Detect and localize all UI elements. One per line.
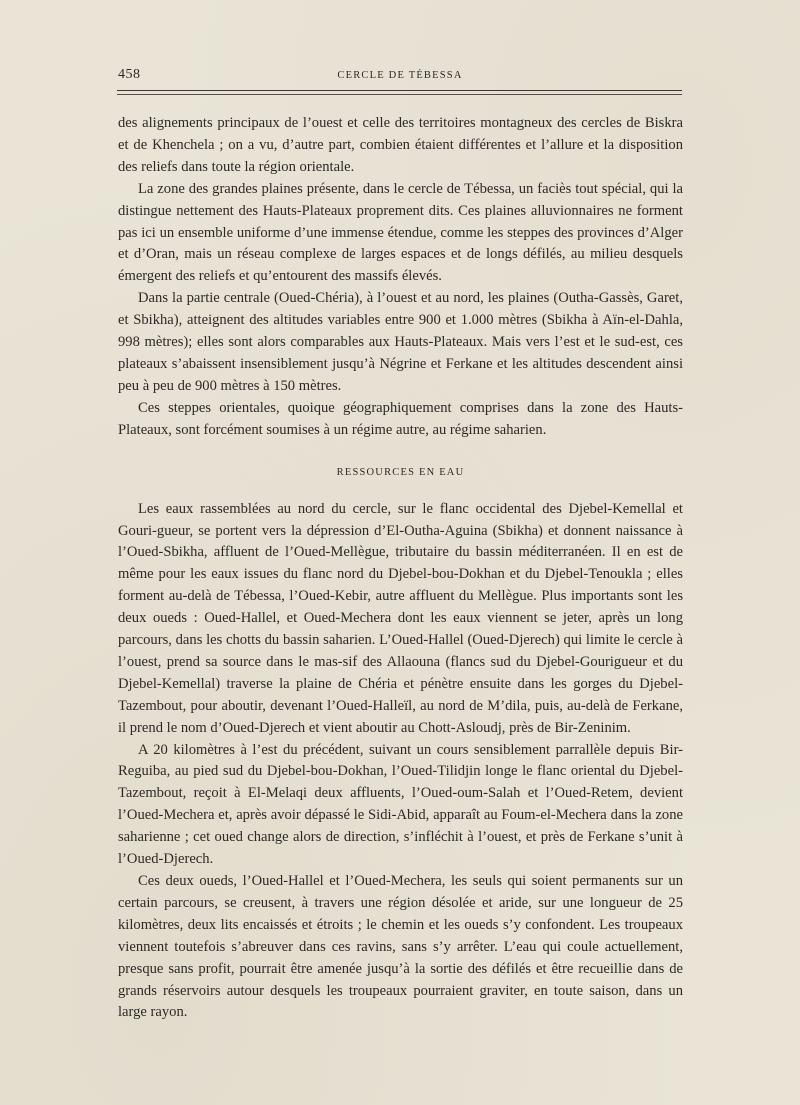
running-header-title: CERCLE DE TÉBESSA: [337, 70, 463, 81]
paragraph: La zone des grandes plaines présente, dans le cercle de Tébessa, un faciès tout spécial, qui la distingue nettement des Hauts-Plateaux proprement dits. Ces plaines alluvionnaires ne forment pas ici un ensemble uniforme d’une immense étendue, comme les steppes des provinces d’Alger et d’Oran, mais un réseau complexe de larges espaces et de longs défilés, au milieu desquels émergent des reliefs et qu’entourent des massifs élevés.: [118, 180, 683, 285]
paragraph: Dans la partie centrale (Oued-Chéria), à l’ouest et au nord, les plaines (Outha-Gassès, Garet, et Sbikha), atteignent des altitudes variables entre 900 et 1.000 mètres (Sbikha à Aïn-el-Dahla, 998 mètres); elles sont alors comparables aux Hauts-Plateaux. Mais vers l’est et le sud-est, ces plateaux s’abaissent insensiblement jusqu’à Négrine et Ferkane et les altitudes descendent ainsi peu à peu de 900 mètres à 150 mètres.: [118, 290, 683, 394]
paragraph: des alignements principaux de l’ouest et celle des territoires montagneux des cercles de Biskra et de Khenchela ; on a vu, d’autre part, combien étaient différentes et l’allure et la disposition des reliefs dans toute la région orientale.: [118, 115, 683, 175]
page-number: 458: [118, 67, 141, 82]
header-rule-thick: [117, 90, 682, 91]
body-text: [118, 113, 683, 1024]
section-heading: RESSOURCES EN EAU: [336, 466, 465, 478]
paragraph: A 20 kilomètres à l’est du précédent, suivant un cours sensiblement parrallèle depuis Bir-Reguiba, au pied sud du Djebel-bou-Dokhan, l’Oued-Tilidjin longe le flanc oriental du Djebel-Tazembout, reçoit à El-Melaqi deux affluents, l’Oued-oum-Salah et l’Oued-Retem, devient l’Oued-Mechera et, après avoir dépassé le Sidi-Abid, apparaît au Foum-el-Mechera dans la zone saharienne ; cet oued change alors de direction, s’infléchit à l’ouest, et près de Ferkane s’unit à l’Oued-Djerech.: [118, 741, 683, 868]
paragraph: Les eaux rassemblées au nord du cercle, sur le flanc occidental des Djebel-Kemellal et Gouri-gueur, se portent vers la dépression d’El-Outha-Aguina (Sbikha) et donnent naissance à l’Oued-Sbikha, affluent de l’Oued-Mellègue, tributaire du bassin méditerranéen. Il en est de même pour les eaux issues du flanc nord du Djebel-bou-Dokhan et du Djebel-Tenoukla ; elles forment au-delà de Tébessa, l’Oued-Kebir, autre affluent du Mellègue. Plus importants sont les deux oueds : Oued-Hallel, et Oued-Mechera dont les eaux viennent se jeter, après un long parcours, dans les chotts du bassin saharien. L’Oued-Hallel (Oued-Djerech) qui limite le cercle à l’ouest, prend sa source dans le mas-sif des Allaouna (flancs sud du Djebel-Gourigueur et du Djebel-Kemellal) traverse la plaine de Chéria et pénètre ensuite dans les gorges du Djebel-Tazembout, pour aboutir, devenant l’Oued-Halleïl, au nord de M’dila, puis, au-delà de Ferkane, il prend le nom d’Oued-Djerech et vient aboutir au Chott-Asloudj, près de Bir-Zeninim.: [118, 500, 683, 736]
header-rule-thin: [117, 94, 682, 95]
paragraph: Ces deux oueds, l’Oued-Hallel et l’Oued-Mechera, les seuls qui soient permanents sur un certain parcours, se creusent, à travers une région désolée et aride, sur une longueur de 25 kilomètres, deux lits encaissés et étroits ; le chemin et les oueds s’y confondent. Les troupeaux viennent toutefois s’abreuver dans ces ravins, sans s’y arrêter. L’eau qui coule actuellement, presque sans profit, pourrait être amenée jusqu’à la sortie des défilés et être recueillie dans de grands réservoirs autour desquels les troupeaux pourraient graviter, en toute saison, dans un large rayon.: [118, 873, 683, 1021]
paragraph: Ces steppes orientales, quoique géographiquement comprises dans la zone des Hauts-Plateaux, sont forcément soumises à un régime autre, au régime saharien.: [118, 399, 683, 438]
